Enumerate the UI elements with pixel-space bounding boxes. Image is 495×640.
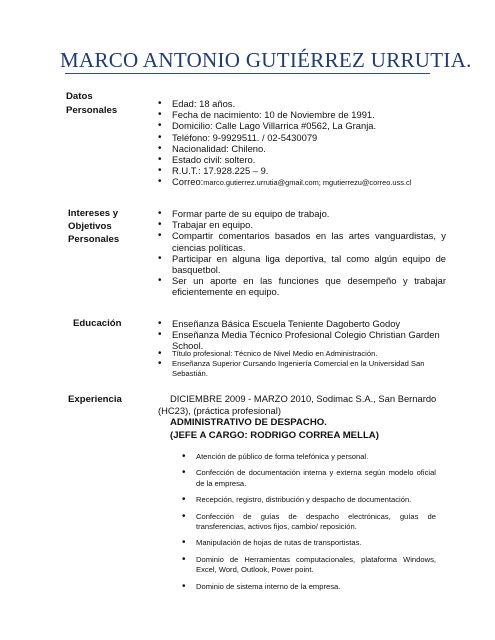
- email-prefix: Correo:: [172, 176, 204, 188]
- label-line: Intereses y: [68, 208, 119, 219]
- list-item: • Teléfono: 9-9929511. / 02-5430079: [158, 132, 458, 143]
- experience-dates: DICIEMBRE 2009 - MARZO 2010, Sodimac S.A., San Bernardo: [170, 393, 437, 404]
- title-divider: [65, 73, 430, 74]
- list-item: • Confección de documentación interna y externa según modelo oficial de la empresa.: [180, 468, 436, 489]
- label-line: Objetivos: [68, 221, 112, 232]
- experience-duties-list: [180, 452, 436, 598]
- list-item: • Fecha de nacimiento: 10 de Noviembre de 1991.: [158, 109, 458, 120]
- section-label-personal: [66, 90, 117, 118]
- list-item-email: [158, 176, 458, 188]
- list-item: • Formar parte de su equipo de trabajo.: [158, 208, 446, 219]
- list-item: • Enseñanza Media Técnico Profesional Colegio Christian Garden School.: [158, 329, 446, 351]
- list-item: • Dominio de sistema interno de la empresa.: [180, 582, 436, 592]
- education-list: [158, 318, 446, 352]
- experience-boss: (JEFE A CARGO: RODRIGO CORREA MELLA): [170, 430, 379, 441]
- label-line: Personales: [66, 105, 118, 116]
- label-line: Personales: [68, 234, 120, 245]
- list-item: • Enseñanza Básica Escuela Teniente Dagoberto Godoy: [158, 318, 446, 329]
- list-item: • Estado civil: soltero.: [158, 154, 458, 165]
- experience-location: (HC23), (práctica profesional): [158, 405, 281, 416]
- page-title: MARCO ANTONIO GUTIÉRREZ URRUTIA.: [60, 48, 472, 72]
- list-item: • Atención de público de forma telefónica y personal.: [180, 452, 436, 462]
- experience-role: ADMINISTRATIVO DE DESPACHO.: [170, 417, 327, 428]
- label-line: Datos: [66, 91, 93, 102]
- list-item: • Nacionalidad: Chileno.: [158, 143, 458, 154]
- list-item: • Título profesional: Técnico de Nivel Medio en Administración.: [158, 349, 446, 359]
- list-item: • R.U.T.: 17.928.225 – 9.: [158, 165, 458, 176]
- interests-list: [158, 208, 446, 298]
- email-value: marco.gutierrez.urrutia@gmail.com; mgutierrezu@correo.uss.cl: [203, 178, 412, 188]
- section-label-education: Educación: [73, 318, 122, 329]
- list-item: • Domicilio: Calle Lago Villarrica #0562, La Granja.: [158, 120, 458, 131]
- list-item: • Participar en alguna liga deportiva, tal como algún equipo de basquetbol.: [158, 253, 446, 275]
- list-item: • Confección de guías de despacho electrónicas, guías de transferencias, activos fijos, cambio/ reposición.: [180, 512, 436, 533]
- list-item: • Dominio de Herramientas computacionales, plataforma Windows, Excel, Word, Outlook, Power point.: [180, 555, 436, 576]
- section-label-interests: [68, 207, 119, 246]
- list-item: • Enseñanza Superior Cursando Ingeniería Comercial en la Universidad San Sebastián.: [158, 359, 446, 379]
- list-item: • Ser un aporte en las funciones que desempeño y trabajar eficientemente en equipo.: [158, 275, 446, 297]
- list-item: • Edad: 18 años.: [158, 98, 458, 109]
- list-item: • Manipulación de hojas de rutas de transportistas.: [180, 538, 436, 548]
- section-label-experience: Experiencia: [68, 394, 122, 405]
- list-item: • Compartir comentarios basados en las artes vanguardistas, y ciencias políticas.: [158, 230, 446, 252]
- personal-list: [158, 98, 458, 189]
- list-item: • Recepción, registro, distribución y despacho de documentación.: [180, 495, 436, 505]
- list-item: • Trabajar en equipo.: [158, 219, 446, 230]
- education-list-small: [158, 349, 446, 379]
